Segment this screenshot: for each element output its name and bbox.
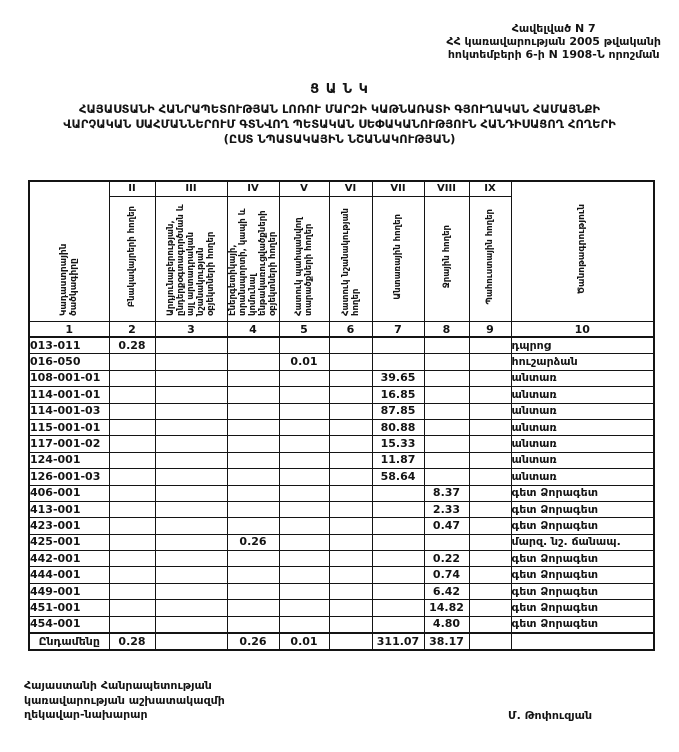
area-value-cell: 15.33 — [372, 436, 424, 452]
area-value-cell — [227, 501, 279, 517]
area-value-cell: 87.85 — [372, 403, 424, 419]
area-value-cell — [279, 551, 329, 567]
table-row — [29, 518, 654, 534]
header-note — [511, 181, 654, 322]
cadastral-code-cell: 013-011 — [29, 337, 109, 354]
cadastral-code-cell: 016-050 — [29, 354, 109, 370]
area-value-cell — [279, 403, 329, 419]
area-value-cell — [329, 534, 372, 550]
note-cell: անտառ — [511, 436, 654, 452]
page-title: Ց Ա Ն Կ — [310, 82, 369, 97]
area-value-cell: 11.87 — [372, 452, 424, 468]
area-value-cell — [329, 567, 372, 583]
area-value-cell — [424, 534, 469, 550]
header-land-category-label: Արդյունաբերության, ընդերքօգտագործման և այլ արտադրական նշանակության օբյեկտների հողեր — [166, 204, 216, 316]
area-value-cell: 0.22 — [424, 551, 469, 567]
area-value-cell — [469, 337, 511, 354]
area-value-cell — [109, 403, 155, 419]
cadastral-code-cell: 454-001 — [29, 616, 109, 633]
total-value-cell — [155, 633, 227, 650]
area-value-cell — [469, 518, 511, 534]
area-value-cell — [469, 485, 511, 501]
area-value-cell — [109, 534, 155, 550]
header-land-category-label: Ջրային հողեր — [441, 225, 452, 289]
area-value-cell — [372, 337, 424, 354]
area-value-cell — [329, 419, 372, 435]
area-value-cell — [372, 485, 424, 501]
note-cell: գետ Ձորագետ — [511, 616, 654, 633]
table-row — [29, 485, 654, 501]
appendix-reference-line1: Հավելված N 7 — [511, 22, 596, 35]
area-value-cell — [227, 370, 279, 386]
table-row — [29, 501, 654, 517]
table-row — [29, 436, 654, 452]
cadastral-code-cell: 413-001 — [29, 501, 109, 517]
area-value-cell — [424, 403, 469, 419]
area-value-cell — [109, 370, 155, 386]
area-value-cell — [424, 419, 469, 435]
area-value-cell — [155, 567, 227, 583]
header-land-category-label: Բնակավայրերի հողեր — [127, 206, 137, 308]
area-value-cell — [155, 534, 227, 550]
page-subtitle — [0, 102, 679, 147]
area-value-cell — [279, 387, 329, 403]
area-value-cell — [109, 551, 155, 567]
area-value-cell — [279, 567, 329, 583]
header-column-number-row — [29, 322, 654, 338]
table-row — [29, 567, 654, 583]
area-value-cell — [329, 370, 372, 386]
cadastral-code-cell: 444-001 — [29, 567, 109, 583]
area-value-cell — [329, 518, 372, 534]
area-value-cell — [279, 469, 329, 485]
signatory-title-block — [24, 679, 225, 723]
area-value-cell — [469, 354, 511, 370]
table-row — [29, 616, 654, 633]
area-value-cell — [279, 534, 329, 550]
area-value-cell — [109, 616, 155, 633]
area-value-cell — [279, 518, 329, 534]
area-value-cell: 6.42 — [424, 583, 469, 599]
area-value-cell — [329, 600, 372, 616]
signatory-title-line3: ղեկավար-նախարար — [24, 708, 148, 721]
header-roman-vi: VI — [329, 181, 372, 197]
header-land-category-label: Էներգետիկայի, տրանսպորտի, կապի և կոմունալ ենթակառուցվածքների օբյեկտների հողեր — [228, 208, 278, 316]
area-value-cell: 0.26 — [227, 534, 279, 550]
column-number-cell: 2 — [109, 322, 155, 338]
total-value-cell — [469, 633, 511, 650]
area-value-cell — [424, 354, 469, 370]
header-land-category-5 — [279, 197, 329, 322]
total-value-cell: 0.01 — [279, 633, 329, 650]
column-number-cell: 8 — [424, 322, 469, 338]
area-value-cell — [279, 370, 329, 386]
area-value-cell: 80.88 — [372, 419, 424, 435]
column-number-cell: 5 — [279, 322, 329, 338]
area-value-cell — [279, 436, 329, 452]
column-number-cell: 1 — [29, 322, 109, 338]
header-land-category-2 — [109, 197, 155, 322]
area-value-cell — [227, 485, 279, 501]
total-value-cell: 38.17 — [424, 633, 469, 650]
header-cadastral-code-label: Կադաստրային ծածկագիրը — [59, 243, 80, 316]
cadastral-code-cell: 115-001-01 — [29, 419, 109, 435]
note-cell: գետ Ձորագետ — [511, 567, 654, 583]
area-value-cell — [109, 501, 155, 517]
cadastral-code-cell: 126-001-03 — [29, 469, 109, 485]
table-row — [29, 600, 654, 616]
area-value-cell — [109, 419, 155, 435]
header-land-category-9 — [469, 197, 511, 322]
table-row — [29, 534, 654, 550]
area-value-cell — [469, 567, 511, 583]
area-value-cell — [329, 337, 372, 354]
header-roman-ii: II — [109, 181, 155, 197]
header-roman-iii: III — [155, 181, 227, 197]
area-value-cell — [469, 551, 511, 567]
area-value-cell — [329, 469, 372, 485]
signatory-title-line2: կառավարության աշխատակազմի — [24, 693, 225, 707]
header-land-category-6 — [329, 197, 372, 322]
column-number-cell: 6 — [329, 322, 372, 338]
appendix-reference — [446, 22, 661, 61]
column-number-cell: 9 — [469, 322, 511, 338]
area-value-cell — [329, 436, 372, 452]
area-value-cell — [227, 616, 279, 633]
note-cell: մարզ. նշ. ճանապ. — [511, 534, 654, 550]
area-value-cell — [109, 436, 155, 452]
area-value-cell — [155, 518, 227, 534]
area-value-cell — [329, 551, 372, 567]
total-value-cell: 311.07 — [372, 633, 424, 650]
area-value-cell — [279, 419, 329, 435]
note-cell: գետ Ձորագետ — [511, 518, 654, 534]
land-category-table — [28, 180, 655, 651]
note-cell: գետ Ձորագետ — [511, 600, 654, 616]
table-row — [29, 387, 654, 403]
table-row — [29, 419, 654, 435]
area-value-cell — [279, 501, 329, 517]
total-value-cell: 0.26 — [227, 633, 279, 650]
area-value-cell — [329, 452, 372, 468]
note-cell: գետ Ձորագետ — [511, 583, 654, 599]
area-value-cell — [279, 583, 329, 599]
area-value-cell — [329, 501, 372, 517]
area-value-cell — [155, 354, 227, 370]
cadastral-code-cell: 124-001 — [29, 452, 109, 468]
page-subtitle-line3: (ԸՍՏ ՆՊԱՏԱԿԱՅԻՆ ՆՇԱՆԱԿՈՒԹՅԱՆ) — [223, 132, 456, 146]
cadastral-code-cell: 406-001 — [29, 485, 109, 501]
note-cell: անտառ — [511, 419, 654, 435]
area-value-cell — [227, 403, 279, 419]
area-value-cell — [155, 485, 227, 501]
area-value-cell — [279, 337, 329, 354]
cadastral-code-cell: 114-001-03 — [29, 403, 109, 419]
total-value-cell: 0.28 — [109, 633, 155, 650]
area-value-cell — [155, 419, 227, 435]
cadastral-code-cell: 108-001-01 — [29, 370, 109, 386]
area-value-cell — [469, 436, 511, 452]
area-value-cell — [372, 616, 424, 633]
table-body — [29, 337, 654, 650]
area-value-cell — [329, 387, 372, 403]
note-cell: անտառ — [511, 403, 654, 419]
area-value-cell — [227, 600, 279, 616]
area-value-cell — [279, 600, 329, 616]
note-cell: գետ Ձորագետ — [511, 485, 654, 501]
area-value-cell — [279, 452, 329, 468]
table-row — [29, 337, 654, 354]
area-value-cell — [469, 534, 511, 550]
area-value-cell — [469, 370, 511, 386]
area-value-cell — [329, 403, 372, 419]
area-value-cell — [227, 419, 279, 435]
header-land-category-3 — [155, 197, 227, 322]
table-row — [29, 403, 654, 419]
area-value-cell — [227, 469, 279, 485]
note-cell: անտառ — [511, 370, 654, 386]
area-value-cell — [329, 354, 372, 370]
area-value-cell — [109, 354, 155, 370]
table-row — [29, 452, 654, 468]
area-value-cell — [109, 583, 155, 599]
note-cell: հուշարձան — [511, 354, 654, 370]
table-row — [29, 370, 654, 386]
area-value-cell — [372, 354, 424, 370]
cadastral-code-cell: 451-001 — [29, 600, 109, 616]
area-value-cell — [372, 534, 424, 550]
total-value-cell — [511, 633, 654, 650]
header-roman-iv: IV — [227, 181, 279, 197]
area-value-cell — [155, 600, 227, 616]
area-value-cell — [424, 387, 469, 403]
area-value-cell — [372, 567, 424, 583]
area-value-cell — [227, 567, 279, 583]
header-land-category-label: Անտառային հողեր — [393, 214, 403, 300]
appendix-reference-line3: հոկտեմբերի 6-ի N 1908-Ն որոշման — [447, 48, 660, 61]
area-value-cell: 0.28 — [109, 337, 155, 354]
area-value-cell — [469, 419, 511, 435]
area-value-cell — [329, 485, 372, 501]
area-value-cell — [372, 501, 424, 517]
area-value-cell — [155, 501, 227, 517]
area-value-cell — [279, 485, 329, 501]
area-value-cell — [469, 403, 511, 419]
note-cell: գետ Ձորագետ — [511, 501, 654, 517]
header-land-category-4 — [227, 197, 279, 322]
area-value-cell — [424, 452, 469, 468]
area-value-cell: 0.74 — [424, 567, 469, 583]
area-value-cell — [424, 436, 469, 452]
area-value-cell — [469, 583, 511, 599]
area-value-cell — [329, 616, 372, 633]
area-value-cell: 2.33 — [424, 501, 469, 517]
header-note-label: Ծանոթագրություն — [577, 204, 588, 295]
area-value-cell — [329, 583, 372, 599]
note-cell: դպրոց — [511, 337, 654, 354]
area-value-cell: 8.37 — [424, 485, 469, 501]
area-value-cell — [469, 452, 511, 468]
area-value-cell — [109, 452, 155, 468]
column-number-cell: 4 — [227, 322, 279, 338]
note-cell: անտառ — [511, 452, 654, 468]
header-land-category-8 — [424, 197, 469, 322]
page-subtitle-line2: ՎԱՐՉԱԿԱՆ ՍԱՀՄԱՆՆԵՐՈՒՄ ԳՏՆՎՈՂ ՊԵՏԱԿԱՆ ՍԵՓԱԿԱՆՈՒԹՅՈՒՆ ՀԱՆԴԻՍԱՑՈՂ ՀՈՂԵՐԻ — [63, 117, 616, 131]
area-value-cell: 39.65 — [372, 370, 424, 386]
area-value-cell — [155, 370, 227, 386]
area-value-cell — [109, 469, 155, 485]
cadastral-code-cell: 117-001-02 — [29, 436, 109, 452]
area-value-cell — [155, 436, 227, 452]
area-value-cell — [155, 583, 227, 599]
total-row — [29, 633, 654, 650]
area-value-cell — [469, 501, 511, 517]
area-value-cell: 58.64 — [372, 469, 424, 485]
area-value-cell — [372, 600, 424, 616]
area-value-cell — [424, 469, 469, 485]
area-value-cell — [469, 387, 511, 403]
cadastral-code-cell: 423-001 — [29, 518, 109, 534]
area-value-cell — [155, 469, 227, 485]
note-cell: գետ Ձորագետ — [511, 551, 654, 567]
total-value-cell — [329, 633, 372, 650]
area-value-cell — [227, 551, 279, 567]
area-value-cell: 4.80 — [424, 616, 469, 633]
area-value-cell — [279, 616, 329, 633]
header-roman-ix: IX — [469, 181, 511, 197]
table-row — [29, 551, 654, 567]
cadastral-code-cell: 114-001-01 — [29, 387, 109, 403]
area-value-cell — [469, 600, 511, 616]
area-value-cell — [155, 452, 227, 468]
header-land-category-label: Հատուկ պահպանվող տարածքների հողեր — [294, 217, 314, 316]
area-value-cell — [469, 469, 511, 485]
area-value-cell — [227, 436, 279, 452]
signatory-title-line1: Հայաստանի Հանրապետության — [24, 679, 212, 692]
area-value-cell — [155, 337, 227, 354]
header-land-category-label: Պահուստային հողեր — [485, 209, 495, 305]
cadastral-code-cell: 425-001 — [29, 534, 109, 550]
table-head — [29, 181, 654, 337]
cadastral-code-cell: 442-001 — [29, 551, 109, 567]
area-value-cell — [155, 387, 227, 403]
area-value-cell: 0.47 — [424, 518, 469, 534]
area-value-cell — [109, 387, 155, 403]
header-land-category-label: Հատուկ նշանակության հողեր — [340, 208, 361, 316]
area-value-cell — [227, 583, 279, 599]
appendix-reference-line2: ՀՀ կառավարության 2005 թվականի — [446, 35, 661, 48]
area-value-cell — [109, 518, 155, 534]
column-number-cell: 7 — [372, 322, 424, 338]
area-value-cell — [372, 583, 424, 599]
area-value-cell — [155, 403, 227, 419]
area-value-cell — [109, 567, 155, 583]
area-value-cell — [227, 387, 279, 403]
area-value-cell: 0.01 — [279, 354, 329, 370]
area-value-cell — [469, 616, 511, 633]
table-row — [29, 354, 654, 370]
table-row — [29, 583, 654, 599]
cadastral-code-cell: 449-001 — [29, 583, 109, 599]
header-roman-vii: VII — [372, 181, 424, 197]
note-cell: անտառ — [511, 387, 654, 403]
area-value-cell — [227, 452, 279, 468]
total-label-cell: Ընդամենը — [29, 633, 109, 650]
area-value-cell — [109, 485, 155, 501]
header-roman-viii: VIII — [424, 181, 469, 197]
column-number-cell: 10 — [511, 322, 654, 338]
area-value-cell — [227, 354, 279, 370]
area-value-cell — [109, 600, 155, 616]
signatory-name: Մ. Թոփուզյան — [508, 709, 593, 722]
header-roman-v: V — [279, 181, 329, 197]
header-land-category-7 — [372, 197, 424, 322]
area-value-cell — [227, 337, 279, 354]
area-value-cell — [155, 551, 227, 567]
table-row — [29, 469, 654, 485]
area-value-cell: 16.85 — [372, 387, 424, 403]
area-value-cell — [372, 518, 424, 534]
area-value-cell — [372, 551, 424, 567]
column-number-cell: 3 — [155, 322, 227, 338]
header-cadastral-code — [29, 181, 109, 322]
note-cell: անտառ — [511, 469, 654, 485]
area-value-cell — [424, 370, 469, 386]
page-subtitle-line1: ՀԱՅԱՍՏԱՆԻ ՀԱՆՐԱՊԵՏՈՒԹՅԱՆ ԼՈՌՈՒ ՄԱՐԶԻ ԿԱԹՆԱՌԱՏԻ ԳՅՈՒՂԱԿԱՆ ՀԱՄԱՅՆՔԻ — [78, 102, 601, 116]
header-roman-numeral-row — [29, 181, 654, 197]
area-value-cell — [227, 518, 279, 534]
area-value-cell — [424, 337, 469, 354]
area-value-cell: 14.82 — [424, 600, 469, 616]
area-value-cell — [155, 616, 227, 633]
